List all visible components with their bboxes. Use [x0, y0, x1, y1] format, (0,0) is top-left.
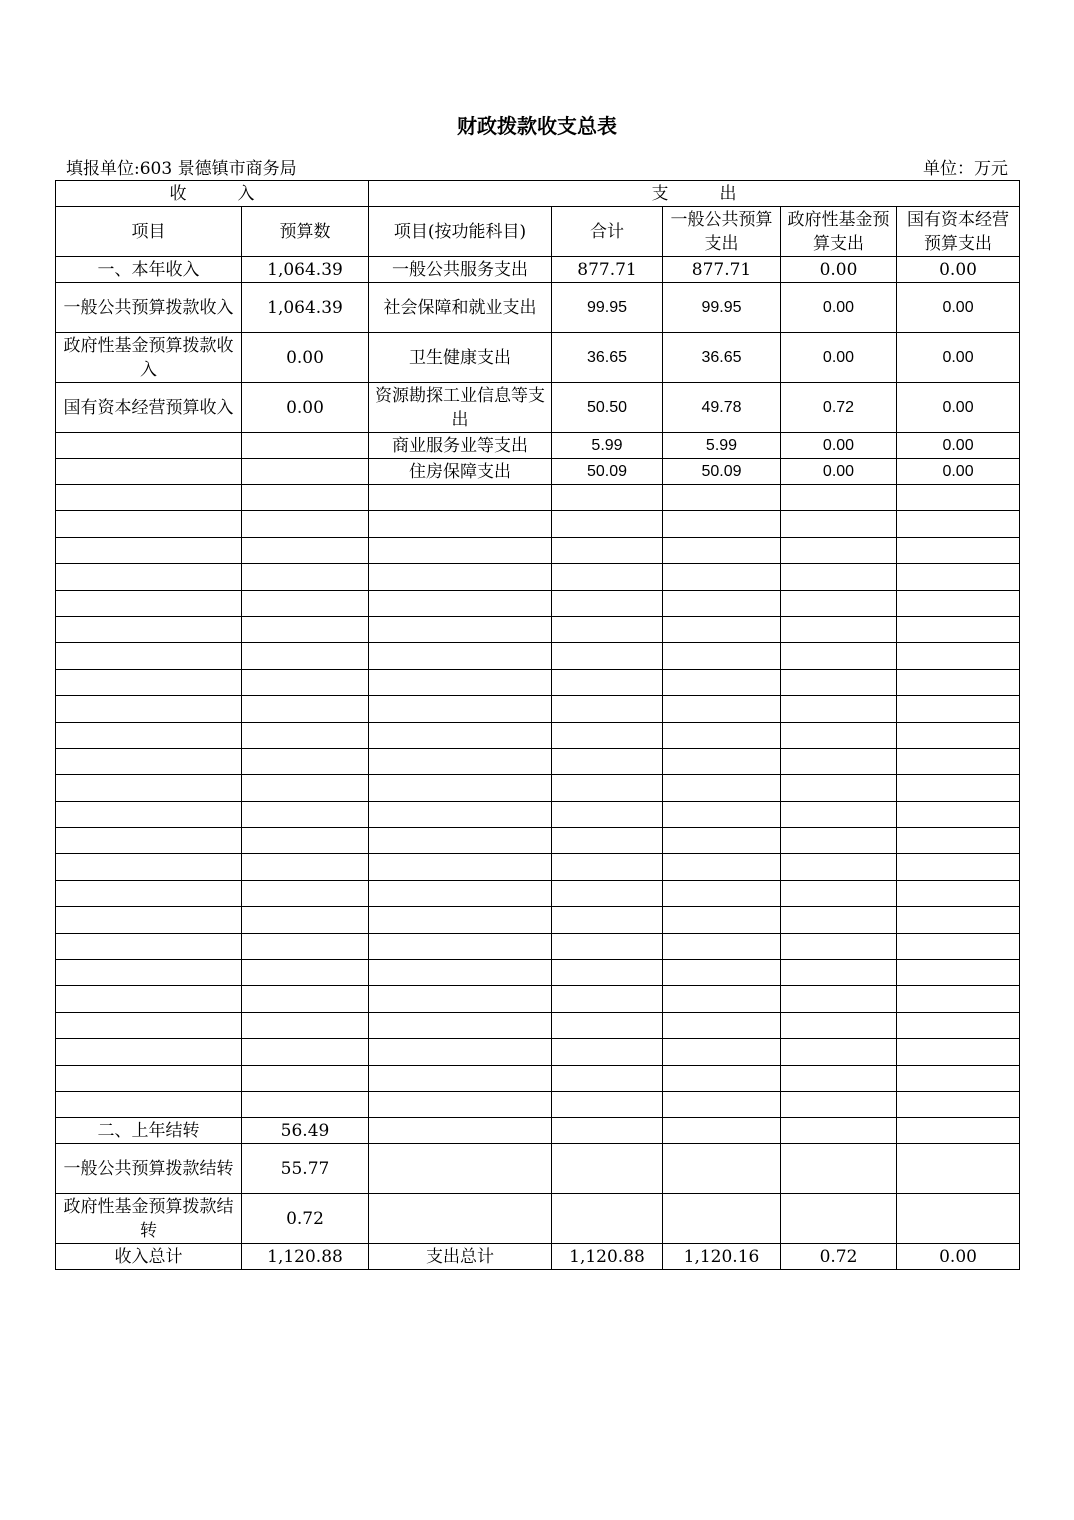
expense-gov-fund: 0.00: [781, 433, 897, 459]
income-value: 1,064.39: [242, 283, 369, 333]
carryover-label: 一般公共预算拨款结转: [56, 1144, 242, 1194]
carryover-value: 55.77: [242, 1144, 369, 1194]
expense-gov-fund-total: 0.72: [781, 1244, 897, 1270]
empty-cell: [242, 433, 369, 459]
expense-general: 50.09: [663, 459, 781, 485]
expense-general: 5.99: [663, 433, 781, 459]
expense-state-capital: 0.00: [897, 433, 1020, 459]
empty-row: [56, 1039, 1020, 1065]
col-budget: 预算数: [242, 207, 369, 257]
table-row: [56, 383, 1020, 433]
col-func-item: 项目(按功能科目): [369, 207, 552, 257]
col-gov-fund: 政府性基金预算支出: [781, 207, 897, 257]
empty-row: [56, 880, 1020, 906]
expense-label: 一般公共服务支出: [369, 257, 552, 283]
carryover-value: 56.49: [242, 1118, 369, 1144]
expense-label: 资源勘探工业信息等支出: [369, 383, 552, 433]
currency-unit: 单位：万元: [923, 159, 1008, 179]
expense-section-header: 支 出: [369, 181, 1020, 207]
expense-total: 36.65: [552, 333, 663, 383]
table-row: [56, 333, 1020, 383]
expense-label: 社会保障和就业支出: [369, 283, 552, 333]
empty-row: [56, 828, 1020, 854]
col-general: 一般公共预算支出: [663, 207, 781, 257]
expense-total: 99.95: [552, 283, 663, 333]
col-total: 合计: [552, 207, 663, 257]
expense-gov-fund: 0.00: [781, 459, 897, 485]
table-row: [56, 283, 1020, 333]
column-header-row: [56, 207, 1020, 257]
expense-state-capital: 0.00: [897, 459, 1020, 485]
expense-gov-fund: 0.00: [781, 283, 897, 333]
expense-general: 877.71: [663, 257, 781, 283]
page-title: 财政拨款收支总表: [457, 114, 617, 138]
table-row: [56, 459, 1020, 485]
empty-row: [56, 907, 1020, 933]
income-label: 国有资本经营预算收入: [56, 383, 242, 433]
empty-row: [56, 960, 1020, 986]
expense-general: 99.95: [663, 283, 781, 333]
expense-label: 卫生健康支出: [369, 333, 552, 383]
col-item: 项目: [56, 207, 242, 257]
expense-general: 36.65: [663, 333, 781, 383]
expense-total: 5.99: [552, 433, 663, 459]
income-label: 政府性基金预算拨款收入: [56, 333, 242, 383]
empty-cell: [56, 433, 242, 459]
income-value: 1,064.39: [242, 257, 369, 283]
expense-total: 877.71: [552, 257, 663, 283]
totals-row: [56, 1244, 1020, 1270]
income-value: 0.00: [242, 333, 369, 383]
empty-row: [56, 854, 1020, 880]
reporting-unit: 填报单位:603 景德镇市商务局: [66, 159, 297, 179]
empty-row: [56, 485, 1020, 511]
income-section-header: 收 入: [56, 181, 369, 207]
expense-state-capital: 0.00: [897, 333, 1020, 383]
empty-row: [56, 748, 1020, 774]
expense-general-total: 1,120.16: [663, 1244, 781, 1270]
empty-row: [56, 986, 1020, 1012]
expense-label: 住房保障支出: [369, 459, 552, 485]
empty-row: [56, 1065, 1020, 1091]
table-row: [56, 1144, 1020, 1194]
empty-row: [56, 933, 1020, 959]
expense-general: 49.78: [663, 383, 781, 433]
expense-gov-fund: 0.00: [781, 257, 897, 283]
expense-grand-total: 1,120.88: [552, 1244, 663, 1270]
table-row: [56, 433, 1020, 459]
empty-row: [56, 564, 1020, 590]
empty-cell: [56, 459, 242, 485]
empty-row: [56, 1012, 1020, 1038]
carryover-label: 二、上年结转: [56, 1118, 242, 1144]
carryover-value: 0.72: [242, 1194, 369, 1244]
expense-state-capital-total: 0.00: [897, 1244, 1020, 1270]
expense-state-capital: 0.00: [897, 257, 1020, 283]
expense-label: 商业服务业等支出: [369, 433, 552, 459]
section-header-row: [56, 181, 1020, 207]
empty-row: [56, 696, 1020, 722]
empty-row: [56, 590, 1020, 616]
income-total-label: 收入总计: [56, 1244, 242, 1270]
empty-row: [56, 643, 1020, 669]
table-row: [56, 1118, 1020, 1144]
expense-total: 50.09: [552, 459, 663, 485]
empty-row: [56, 801, 1020, 827]
expense-gov-fund: 0.00: [781, 333, 897, 383]
table-row: [56, 1194, 1020, 1244]
carryover-label: 政府性基金预算拨款结转: [56, 1194, 242, 1244]
income-value: 0.00: [242, 383, 369, 433]
empty-row: [56, 616, 1020, 642]
income-label: 一、本年收入: [56, 257, 242, 283]
expense-state-capital: 0.00: [897, 383, 1020, 433]
empty-cell: [242, 459, 369, 485]
table-row: [56, 257, 1020, 283]
expense-total-label: 支出总计: [369, 1244, 552, 1270]
expense-state-capital: 0.00: [897, 283, 1020, 333]
col-state-capital: 国有资本经营预算支出: [897, 207, 1020, 257]
empty-row: [56, 1091, 1020, 1117]
income-label: 一般公共预算拨款收入: [56, 283, 242, 333]
expense-gov-fund: 0.72: [781, 383, 897, 433]
income-total-value: 1,120.88: [242, 1244, 369, 1270]
empty-row: [56, 669, 1020, 695]
expense-total: 50.50: [552, 383, 663, 433]
empty-row: [56, 537, 1020, 563]
empty-row: [56, 775, 1020, 801]
empty-row: [56, 722, 1020, 748]
empty-row: [56, 511, 1020, 537]
budget-summary-table: [55, 180, 1020, 1270]
